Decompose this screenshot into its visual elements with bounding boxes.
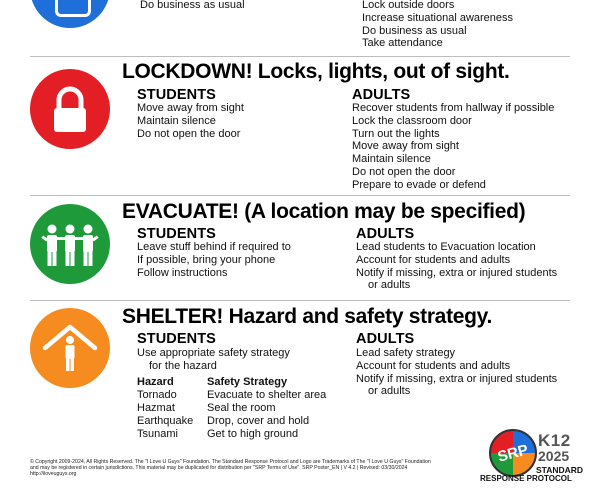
year-label: 2025 (538, 448, 570, 464)
strategy-cell: Seal the room (207, 402, 276, 414)
lockdown-adults-heading: ADULTS (352, 87, 411, 103)
lockdown-adults-list (352, 102, 554, 192)
standard-label: STANDARD (536, 465, 584, 475)
list-item: Maintain silence (137, 114, 216, 127)
list-item: Lock outside doors (362, 0, 455, 11)
srp-logo (488, 428, 538, 478)
list-item: Notify if missing, extra or injured students (356, 266, 558, 279)
lockdown-students-list (137, 102, 244, 140)
list-item: Lead safety strategy (356, 347, 456, 359)
people-group-icon (30, 204, 110, 284)
list-item: or adults (368, 279, 411, 292)
list-item: Follow instructions (137, 266, 228, 279)
list-item: Increase situational awareness (362, 11, 514, 24)
shelter-circle (30, 308, 110, 388)
list-item: Notify if missing, extra or injured students (356, 372, 558, 385)
list-item: Lead students to Evacuation location (356, 241, 536, 253)
k12-label: K12 (538, 431, 571, 450)
hazard-cell: Tornado (137, 389, 177, 401)
list-item: Move away from sight (352, 140, 459, 153)
strategy-cell: Get to high ground (207, 428, 299, 440)
list-item: Use appropriate safety strategy (137, 347, 290, 359)
response-protocol-label: RESPONSE PROTOCOL (480, 474, 572, 483)
hazard-cell: Tsunami (137, 428, 178, 440)
evacuate-adults-list (356, 241, 557, 292)
evacuate-students-heading: STUDENTS (137, 226, 216, 242)
shelter-adults-list (356, 347, 557, 398)
lockdown-circle (30, 69, 110, 149)
list-item: Account for students and adults (356, 359, 511, 372)
padlock-icon (30, 69, 110, 149)
list-item: Maintain silence (352, 153, 431, 166)
top-students-list (140, 0, 245, 12)
footer-line: http://iloveuguys.org (30, 471, 77, 478)
list-item: Recover students from hallway if possible (352, 102, 555, 114)
shelter-title: SHELTER! Hazard and safety strategy. (122, 305, 493, 328)
person-under-roof-icon (30, 308, 110, 388)
hazard-header: Hazard (137, 376, 174, 388)
evacuate-circle (30, 204, 110, 284)
srp-logo-letters: SRP (495, 441, 531, 466)
hazard-cell: Hazmat (137, 402, 175, 414)
list-item: Do business as usual (140, 0, 245, 11)
list-item: Do not open the door (137, 127, 241, 140)
list-item: If possible, bring your phone (137, 253, 276, 266)
shelter-adults-heading: ADULTS (356, 331, 415, 347)
shelter-students-heading: STUDENTS (137, 331, 216, 347)
list-item: Take attendance (362, 37, 443, 50)
section-divider (30, 195, 570, 196)
list-item: Lock the classroom door (352, 114, 472, 127)
list-item: Do not open the door (352, 165, 456, 178)
section-divider (30, 56, 570, 57)
evacuate-title: EVACUATE! (A location may be specified) (122, 200, 526, 223)
hazard-cell: Earthquake (137, 415, 194, 427)
footer-copyright (30, 459, 431, 478)
section-divider (30, 300, 570, 301)
list-item: Leave stuff behind if required to (137, 241, 291, 253)
list-item: Account for students and adults (356, 253, 511, 266)
list-item: for the hazard (149, 359, 217, 372)
list-item: Prepare to evade or defend (352, 178, 486, 191)
hand-icon (55, 0, 91, 17)
list-item: Do business as usual (362, 24, 467, 37)
footer-line: and may be registered in certain jurisdictions. This material may be duplicated for distribution per "SRP Terms of Use". SRP Poster_EN | V 4.2 | Revised: 03/30/2024 (30, 465, 408, 472)
hold-circle (30, 0, 110, 28)
shelter-students-list (137, 347, 290, 373)
list-item: or adults (368, 385, 411, 398)
lockdown-students-heading: STUDENTS (137, 87, 216, 103)
top-adults-list (362, 0, 513, 50)
list-item: Turn out the lights (352, 127, 440, 140)
footer-line: © Copyright 2009-2024, All Rights Reserved. The "I Love U Guys" Foundation. The Standard Response Protocol and Logo are Trademarks of The "I Love U Guys" Foundation (30, 459, 431, 465)
evacuate-students-list (137, 241, 291, 279)
strategy-cell: Drop, cover and hold (207, 415, 310, 427)
strategy-header: Safety Strategy (207, 376, 288, 388)
evacuate-adults-heading: ADULTS (356, 226, 415, 242)
list-item: Move away from sight (137, 102, 244, 114)
strategy-cell: Evacuate to shelter area (207, 389, 327, 401)
lockdown-title: LOCKDOWN! Locks, lights, out of sight. (122, 60, 510, 83)
